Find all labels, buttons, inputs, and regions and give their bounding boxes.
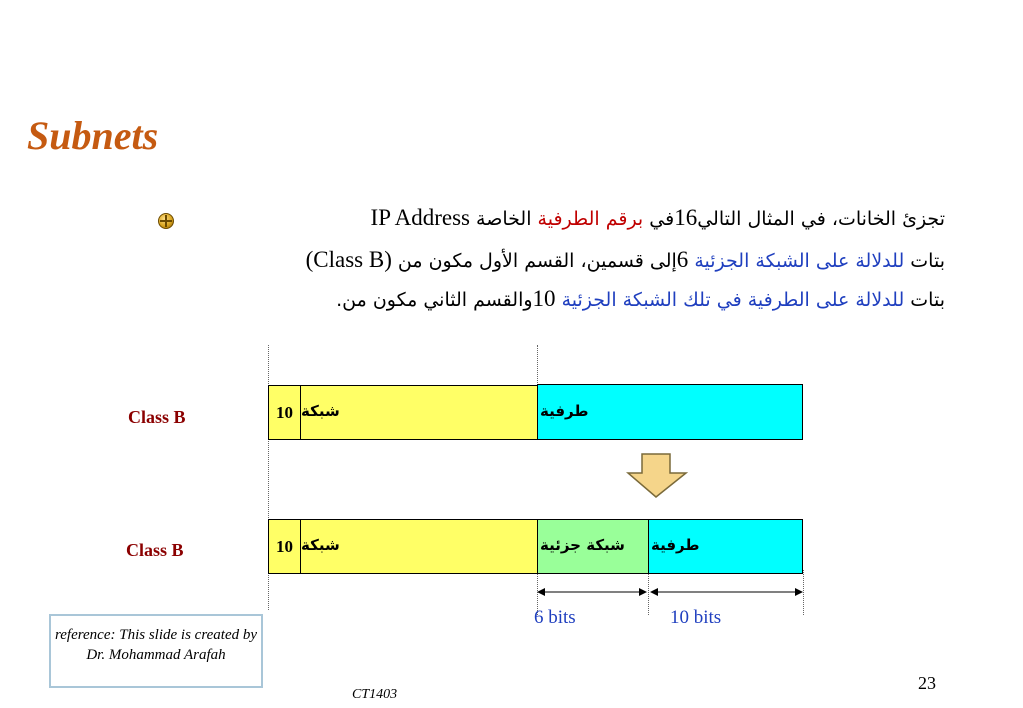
bit-width-arrows: [533, 585, 809, 599]
host-field-bottom: [648, 519, 803, 574]
text-segment: تجزئ الخانات: [837, 208, 945, 230]
text-segment: للدلالة على الشبكة الجزئية: [688, 250, 905, 272]
text-segment: 16: [674, 205, 698, 230]
text-segment: في المثال التالي: [697, 208, 826, 230]
paragraph-line-2: [125, 241, 945, 280]
text-segment: بتات: [904, 250, 945, 272]
text-segment: IP Address: [370, 205, 470, 230]
class-prefix-bottom: 10: [268, 519, 301, 574]
network-field-bottom: [268, 519, 538, 574]
text-segment: برقم الطرفية: [537, 208, 644, 230]
host-bits-label: 10 bits: [670, 607, 722, 628]
subnet-field: [537, 519, 649, 574]
down-arrow-icon: [626, 453, 688, 499]
footer-course-code: CT1403: [352, 687, 398, 702]
class-prefix-top: 10: [268, 385, 301, 440]
class-b-label-bottom: Class B: [126, 540, 184, 560]
text-segment: بتات: [904, 289, 945, 311]
text-segment: ،: [825, 208, 838, 230]
subnet-label: شبكة جزئية: [540, 536, 625, 554]
host-label: طرفية: [540, 402, 589, 420]
subnet-bits-label: 6 bits: [534, 607, 576, 628]
network-label: شبكة: [301, 402, 340, 420]
host-field-top: [537, 384, 803, 440]
text-segment: للدلالة على الطرفية في تلك الشبكة الجزئية: [555, 289, 905, 311]
paragraph-line-3: [125, 280, 945, 319]
text-segment: 10: [532, 286, 556, 311]
text-segment: إلى قسمين، القسم الأول مكون من: [391, 250, 677, 272]
text-segment: .: [336, 289, 343, 311]
paragraph-line-1: [125, 199, 945, 238]
page-number: 23: [918, 673, 936, 693]
text-segment: الخاصة: [470, 208, 532, 230]
network-label: شبكة: [301, 536, 340, 554]
reference-note: reference: This slide is created by Dr. Mohammad Arafah: [49, 614, 263, 688]
text-segment: (Class B): [305, 247, 392, 272]
text-segment: في: [643, 208, 675, 230]
text-segment: والقسم الثاني مكون من: [342, 289, 533, 311]
network-field-top: [268, 385, 538, 440]
slide-title: Subnets: [27, 113, 159, 158]
class-b-label-top: Class B: [128, 407, 186, 427]
text-segment: 6: [676, 247, 689, 272]
host-label: طرفية: [651, 536, 700, 554]
